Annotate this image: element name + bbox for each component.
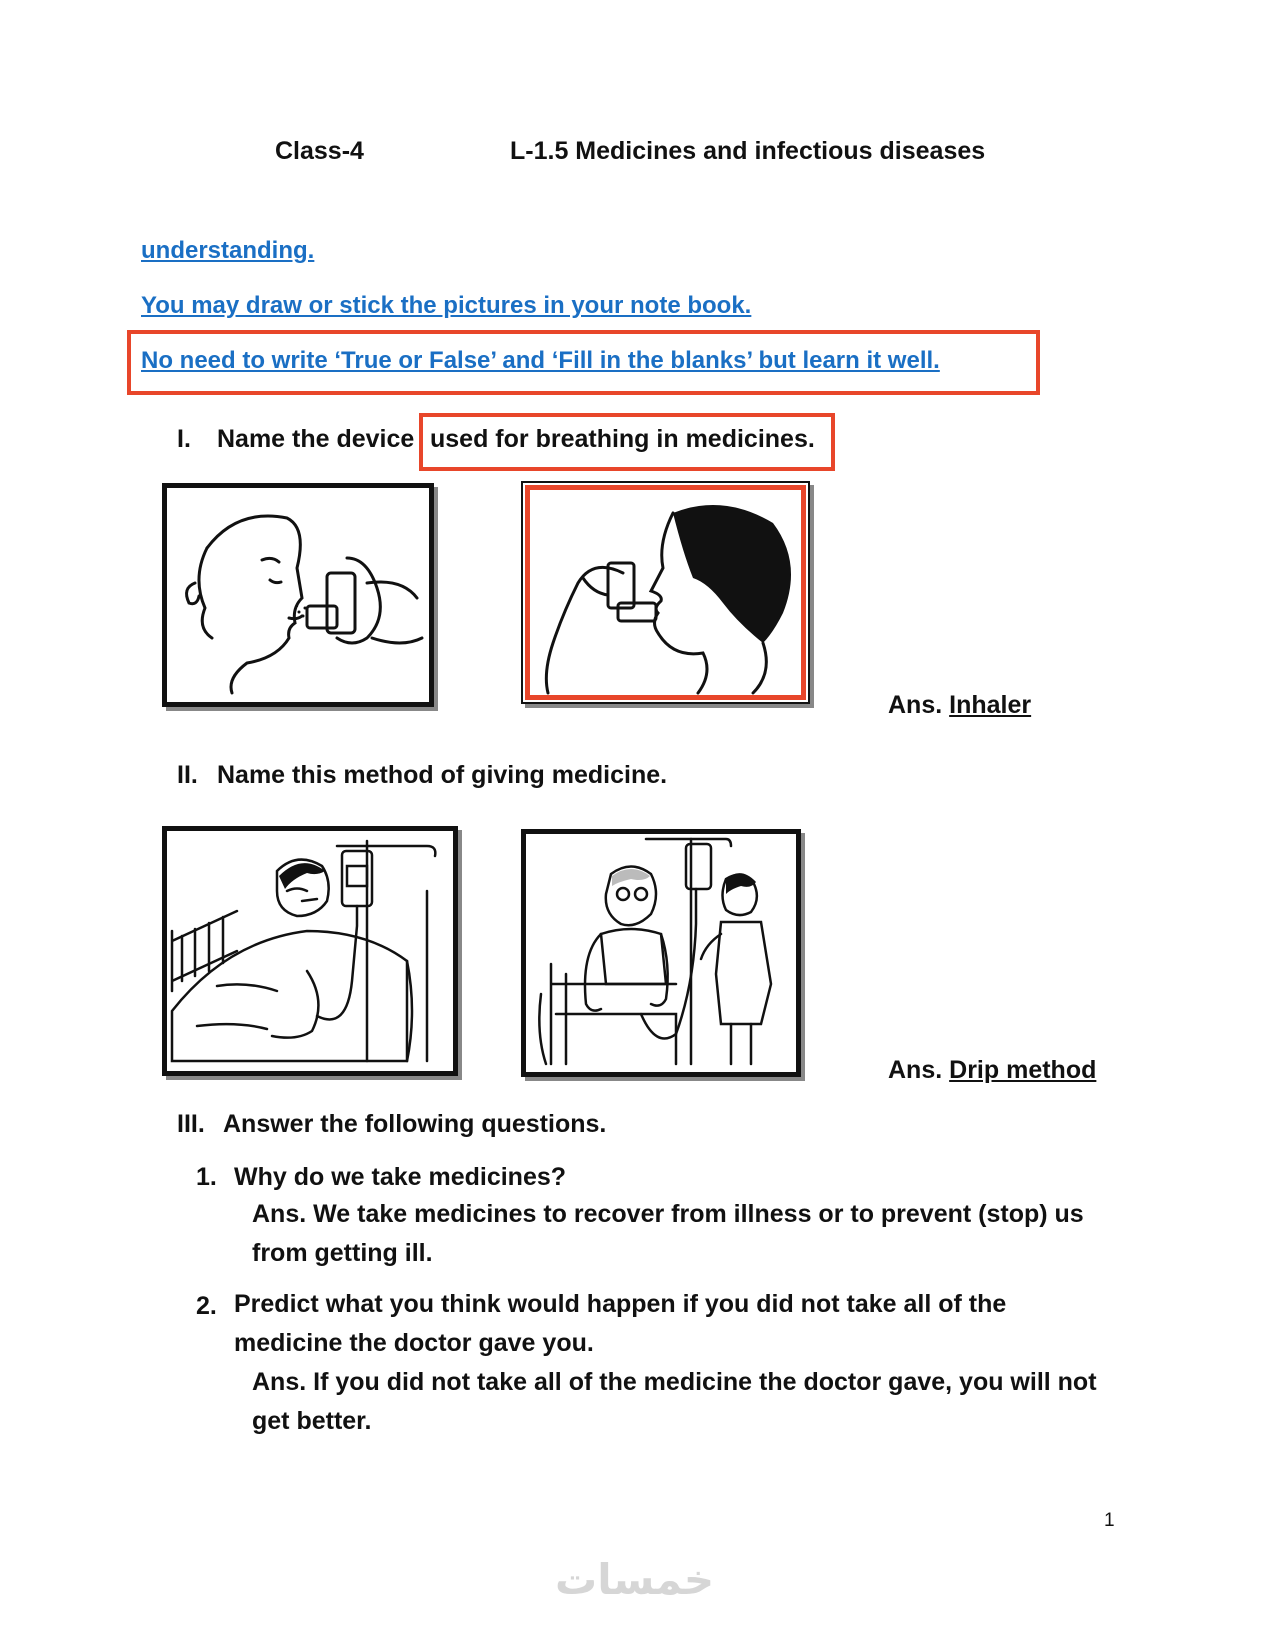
- section3-heading: Answer the following questions.: [223, 1110, 607, 1138]
- question-2-number: 2.: [196, 1292, 217, 1320]
- inhaler-user-side-view-icon: [167, 488, 429, 702]
- section1-question-part2: used for breathing in medicines.: [430, 425, 815, 453]
- section1-answer: [888, 691, 1031, 720]
- section1-answer-value: Inhaler: [949, 691, 1032, 719]
- lesson-title: L-1.5 Medicines and infectious diseases: [510, 137, 986, 165]
- section1-numeral: I.: [177, 425, 191, 453]
- inhaler-illustration-2: [521, 481, 810, 704]
- question-2-text: Predict what you think would happen if you did not take all of the medicine the doctor gave you.: [234, 1290, 1007, 1357]
- note-line-no-need[interactable]: No need to write ‘True or False’ and ‘Fill in the blanks’ but learn it well.: [141, 347, 940, 374]
- section2-numeral: II.: [177, 761, 198, 789]
- page-number: 1: [1104, 1510, 1115, 1531]
- highlight-box-image: [525, 485, 806, 700]
- section3-numeral: III.: [177, 1110, 205, 1138]
- answer-1-text: Ans. We take medicines to recover from illness or to prevent (stop) us from getting ill.: [252, 1200, 1084, 1267]
- note-line-understanding[interactable]: understanding.: [141, 237, 315, 264]
- section2-answer-value: Drip method: [949, 1056, 1097, 1084]
- drip-illustration-1: [162, 826, 458, 1076]
- watermark-logo: خمسات: [555, 1556, 715, 1603]
- highlight-box-question: [419, 413, 835, 471]
- answer-2-text: Ans. If you did not take all of the medicine the doctor gave, you will not get better.: [252, 1368, 1097, 1435]
- class-label: Class-4: [275, 137, 364, 165]
- note-line-draw-pictures[interactable]: You may draw or stick the pictures in your note book.: [141, 292, 752, 319]
- section2-question: Name this method of giving medicine.: [217, 761, 668, 789]
- section2-answer: [888, 1056, 1096, 1085]
- highlight-box-note: [127, 330, 1040, 395]
- question-1-number: 1.: [196, 1163, 217, 1191]
- drip-illustration-2: [521, 829, 801, 1077]
- section2-answer-prefix: Ans.: [888, 1056, 943, 1084]
- section1-answer-prefix: Ans.: [888, 691, 943, 719]
- nurse-drip-patient-icon: [526, 834, 796, 1072]
- section1-question-part1: Name the device: [217, 425, 415, 453]
- inhaler-illustration-1: [162, 483, 434, 707]
- question-1-text: Why do we take medicines?: [234, 1163, 567, 1191]
- patient-in-bed-drip-icon: [167, 831, 453, 1071]
